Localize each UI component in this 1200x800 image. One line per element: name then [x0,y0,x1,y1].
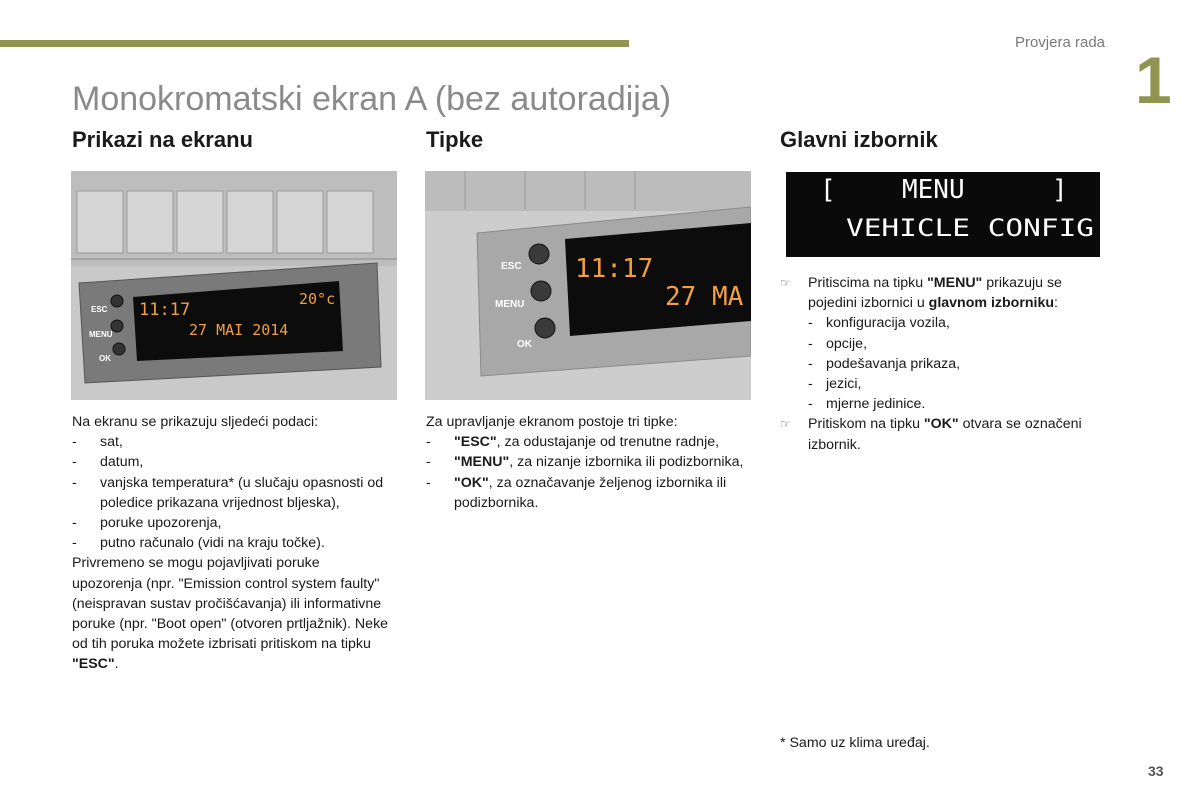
chapter-number: 1 [1135,43,1172,117]
lcd-time: 11:17 [575,254,654,284]
heading-main-menu: Glavni izbornik [780,127,938,152]
main-menu-instruction: ☞ Pritiscima na tipku "MENU" prikazuju se pojedini izbornici u glavnom izborniku: [780,275,1062,312]
ok-instruction: ☞ Pritiskom na tipku "OK" otvara se označeni izbornik. [780,416,1082,453]
displays-list [72,432,392,553]
display-panel-figure [71,171,397,400]
lcd-date: 27 MA [665,282,744,312]
list-item: - "MENU", za nizanje izbornika ili podizbornika, [426,454,744,471]
list-item: - jezici, [808,376,862,393]
menu-label: MENU [495,299,525,310]
heading-keys: Tipke [426,127,484,152]
pointing-hand-icon: ☞ [780,276,791,290]
menu-label: MENU [89,330,113,339]
esc-label: ESC [91,305,108,314]
ok-button[interactable] [535,318,555,338]
main-menu-list [780,313,1100,414]
keys-figure [425,171,751,400]
list-item: - konfiguracija vozila, [808,315,950,332]
lcd-time: 11:17 [139,300,191,320]
list-item: - podešavanja prikaza, [808,355,961,372]
main-menu-text [780,273,1100,455]
list-item: - vanjska temperatura* (u slučaju opasnosti od poledice prikazana vrijednost bljeska), [72,474,384,511]
lcd-menu-label: MENU [902,175,965,205]
lcd-date: 27 MAI 2014 [189,321,289,339]
esc-label: ESC [501,261,522,272]
esc-button[interactable] [529,244,549,264]
page-title: Monokromatski ekran A (bez autoradija) [72,80,672,118]
top-accent-bar [0,40,629,47]
list-item: - datum, [72,454,144,471]
menu-lcd-display [786,172,1100,257]
list-item: - "OK", za označavanje željenog izbornika ili podizbornika. [426,474,727,511]
list-item: - opcije, [808,335,868,352]
lcd-menu-item: VEHICLE CONFIG [846,214,1094,242]
displays-intro: Na ekranu se prikazuju sljedeći podaci: [72,414,319,430]
displays-note: Privremeno se mogu pojavljivati poruke upozorenja (npr. "Emission control system faulty" (neispravan sustav pročišćavanja) ili informativne poruke (npr. "Boot open" (otvoren prtljažnik). Neke od tih poruka možete izbrisati pritiskom na tipku "ESC". [72,555,389,673]
keys-intro: Za upravljanje ekranom postoje tri tipke: [426,414,678,430]
footnote: * Samo uz klima uređaj. [780,735,930,751]
list-item: - putno računalo (vidi na kraju točke). [72,535,325,552]
heading-displays: Prikazi na ekranu [72,127,253,152]
keys-text [426,412,756,513]
list-item: - "ESC", za odustajanje od trenutne radnje, [426,434,720,451]
list-item: - mjerne jedinice. [808,396,926,413]
page-number: 33 [1148,763,1164,779]
ok-label: OK [517,339,532,350]
keys-list [426,432,756,513]
menu-button[interactable] [111,320,123,332]
displays-text [72,412,392,675]
list-item: - sat, [72,434,123,451]
ok-button[interactable] [113,343,125,355]
lcd-temperature: 20°c [299,290,336,308]
list-item: - poruke upozorenja, [72,515,222,532]
menu-button[interactable] [531,281,551,301]
esc-button[interactable] [111,295,123,307]
lcd-bracket-right: ] [1052,175,1068,205]
pointing-hand-icon: ☞ [780,417,791,432]
lcd-bracket-left: [ [820,175,836,205]
section-name: Provjera rada [1014,34,1105,51]
ok-label: OK [99,354,111,363]
